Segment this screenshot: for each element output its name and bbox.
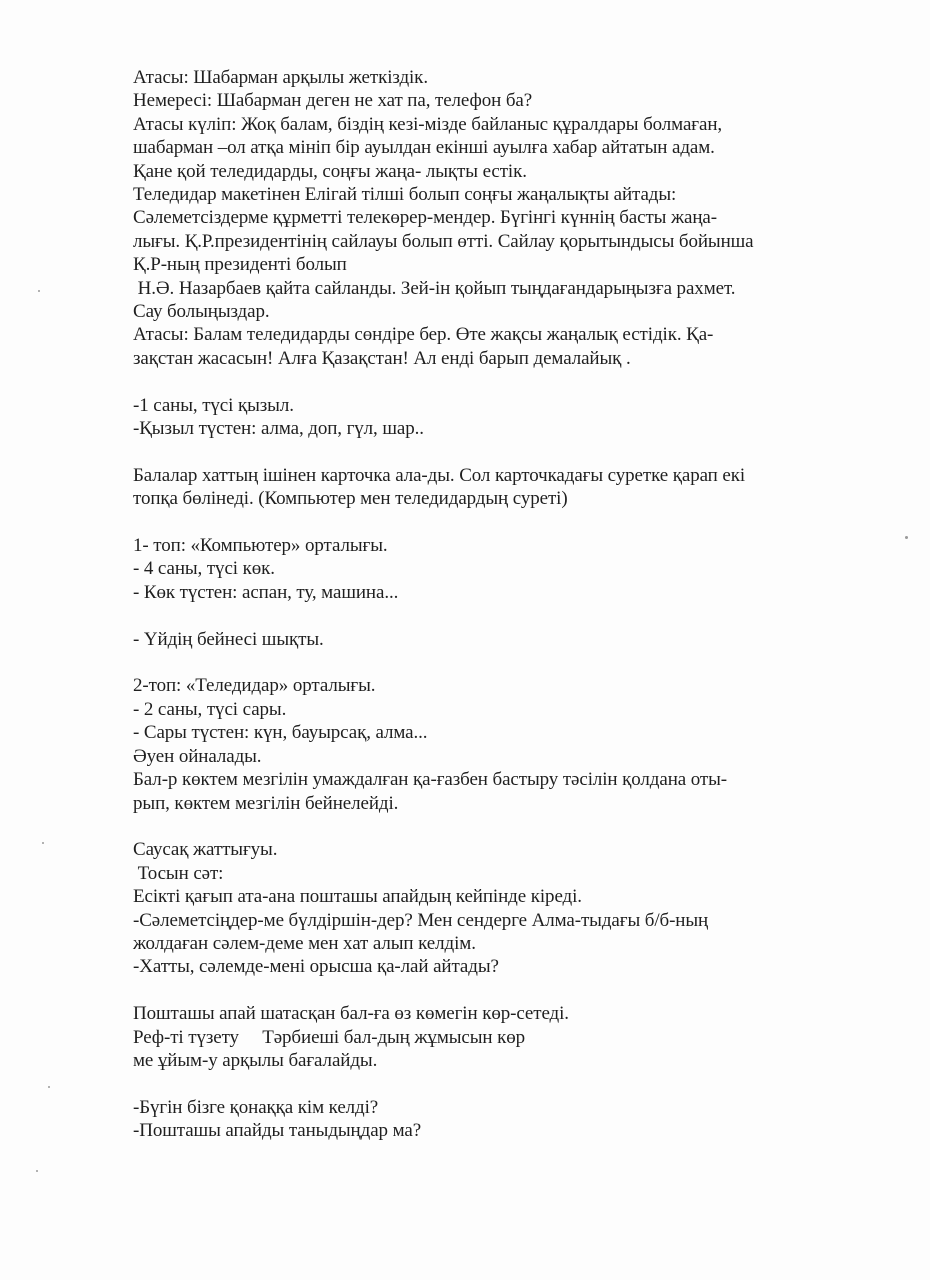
scan-speck xyxy=(905,536,908,539)
text-line: Балалар хаттың ішінен карточка ала-ды. Сол карточкадағы суретке қарап екі xyxy=(133,464,746,486)
paragraph-gap xyxy=(133,511,893,534)
text-line: Қане қой теледидарды, соңғы жаңа- лықты естік. xyxy=(133,160,527,182)
text-block xyxy=(133,838,893,978)
text-block xyxy=(133,66,893,370)
paragraph-gap xyxy=(133,1072,893,1095)
scan-speck xyxy=(38,290,40,292)
text-line: - Көк түстен: аспан, ту, машина... xyxy=(133,581,399,603)
text-line: Сәлеметсіздерме құрметті телекөрер-мендер. Бүгінгі күннің басты жаңа- xyxy=(133,207,717,229)
text-line: -Бүгін бізге қонаққа кім келді? xyxy=(133,1096,379,1118)
text-line: Тосын сәт: xyxy=(133,862,224,884)
text-block xyxy=(133,1096,893,1143)
paragraph-gap xyxy=(133,815,893,838)
scan-speck xyxy=(48,1086,50,1088)
text-line: Атасы күліп: Жоқ балам, біздің кезі-мізде байланыс құралдары болмаған, xyxy=(133,113,723,135)
text-block xyxy=(133,674,893,814)
text-line: Н.Ә. Назарбаев қайта сайланды. Зей-ін қойып тыңдағандарыңызға рахмет. xyxy=(133,277,736,299)
text-line: - Сары түстен: күн, бауырсақ, алма... xyxy=(133,722,428,744)
paragraph-gap xyxy=(133,604,893,627)
text-line: - 4 саны, түсі көк. xyxy=(133,558,275,580)
text-line: - 2 саны, түсі сары. xyxy=(133,698,287,720)
text-line: Атасы: Шабарман арқылы жеткіздік. xyxy=(133,67,428,88)
document-body xyxy=(133,66,893,1143)
scan-speck xyxy=(42,842,44,844)
text-line: Бал-р көктем мезгілін умаждалған қа-ғазбен бастыру тәсілін қолдана оты- xyxy=(133,769,728,791)
paragraph-gap xyxy=(133,370,893,393)
text-line: Атасы: Балам теледидарды сөндіре бер. Өте жақсы жаңалық естідік. Қа- xyxy=(133,324,714,346)
text-line: Есікті қағып ата-ана пошташы апайдың кейпінде кіреді. xyxy=(133,886,582,908)
text-line: -1 саны, түсі қызыл. xyxy=(133,394,294,416)
text-line: -Пошташы апайды таныдыңдар ма? xyxy=(133,1120,422,1142)
text-line: лығы. Қ.Р.президентінің сайлауы болып өтті. Сайлау қорытындысы бойынша xyxy=(133,230,754,252)
text-line: -Сәлеметсіңдер-ме бүлдіршін-дер? Мен сендерге Алма-тыдағы б/б-ның xyxy=(133,909,709,931)
text-line: Қ.Р-ның президенті болып xyxy=(133,254,347,276)
text-block xyxy=(133,464,893,511)
paragraph-gap xyxy=(133,440,893,463)
text-block xyxy=(133,628,893,651)
text-line: -Хатты, сәлемде-мені орысша қа-лай айтады? xyxy=(133,956,499,978)
paragraph-gap xyxy=(133,979,893,1002)
text-line: топқа бөлінеді. (Компьютер мен теледидардың суреті) xyxy=(133,488,568,510)
text-line: Пошташы апай шатасқан бал-ға өз көмегін көр-сетеді. xyxy=(133,1003,569,1025)
text-block xyxy=(133,1002,893,1072)
text-line: Әуен ойналады. xyxy=(133,745,262,767)
text-line: - Үйдің бейнесі шықты. xyxy=(133,628,324,650)
text-line: Немересі: Шабарман деген не хат па, телефон ба? xyxy=(133,90,533,112)
text-line: Реф-ті түзету Тәрбиеші бал-дың жұмысын көр xyxy=(133,1026,526,1048)
text-line: зақстан жасасын! Алға Қазақстан! Ал енді барып демалайық . xyxy=(133,347,631,369)
paragraph-gap xyxy=(133,651,893,674)
text-line: 2-топ: «Теледидар» орталығы. xyxy=(133,675,376,697)
text-line: жолдаған сәлем-деме мен хат алып келдім. xyxy=(133,932,476,954)
text-block xyxy=(133,534,893,604)
text-block xyxy=(133,394,893,441)
text-line: Сау болыңыздар. xyxy=(133,301,270,323)
text-line: 1- топ: «Компьютер» орталығы. xyxy=(133,535,388,557)
text-line: Теледидар макетінен Елігай тілші болып соңғы жаңалықты айтады: xyxy=(133,184,677,206)
text-line: -Қызыл түстен: алма, доп, гүл, шар.. xyxy=(133,418,424,440)
text-line: Саусақ жаттығуы. xyxy=(133,839,278,861)
text-line: шабарман –ол атқа мініп бір ауылдан екінші ауылға хабар айтатын адам. xyxy=(133,137,715,159)
text-line: ме ұйым-у арқылы бағалайды. xyxy=(133,1049,378,1071)
text-line: рып, көктем мезгілін бейнелейді. xyxy=(133,792,399,814)
scan-speck xyxy=(36,1170,38,1172)
